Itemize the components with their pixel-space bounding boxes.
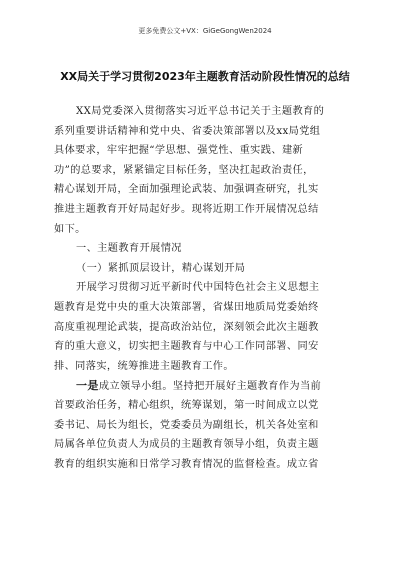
- paragraph-line: 功”的总要求，紧紧锚定目标任务，坚决扛起政治责任，: [54, 164, 314, 176]
- paragraph-line: XX局党委深入贯彻落实习近平总书记关于主题教育的: [76, 106, 325, 117]
- paragraph-line: 首要政治任务，精心组织，统筹谋划，第一时间成立以党: [54, 399, 319, 411]
- header-note: 更多免费公文+VX：GiGeGongWen2024: [138, 27, 272, 35]
- paragraph-line: 高度重视理论武装，提高政治站位，深刻领会此次主题教: [54, 321, 319, 333]
- paragraph-line: 排、同落实，统筹推进主题教育工作。: [54, 360, 234, 372]
- section-heading: 一、主题教育开展情况: [76, 243, 182, 255]
- paragraph-line: 推进主题教育开好局起好步。现将近期工作开展情况总结: [54, 203, 319, 215]
- paragraph-line: 系列重要讲话精神和党中央、省委决策部署以及xx局党组: [54, 125, 321, 137]
- paragraph-line: 开展学习贯彻习近平新时代中国特色社会主义思想主: [76, 282, 320, 294]
- paragraph-line: 育的重大意义，切实把主题教育与中心工作同部署、同安: [54, 341, 319, 353]
- subsection-heading: （一）紧抓顶层设计，精心谋划开局: [76, 262, 246, 274]
- paragraph-line: 局属各单位负责人为成员的主题教育领导小组，负责主题: [54, 439, 319, 451]
- lead-word: 一是: [76, 379, 99, 393]
- paragraph-line: 精心谋划开局，全面加强理论武装、加强调查研究，扎实: [54, 184, 319, 196]
- document-body: [54, 102, 354, 474]
- document-title: XX局关于学习贯彻2023年主题教育活动阶段性情况的总结: [60, 70, 350, 83]
- paragraph-line: 具体要求，牢牢把握“学思想、强党性、重实践、建新: [54, 145, 304, 157]
- paragraph-line: 委书记、局长为组长，党委委员为副组长，机关各处室和: [54, 419, 319, 431]
- paragraph-line: 如下。: [54, 223, 86, 235]
- paragraph-line-text: 成立领导小组。坚持把开展好主题教育作为当前: [98, 381, 322, 393]
- paragraph-line: 题教育是党中央的重大决策部署，省煤田地质局党委始终: [54, 301, 319, 313]
- paragraph-line: 教育的组织实施和日常学习教育情况的监督检查。成立省: [54, 458, 319, 470]
- paragraph-line-lead: [54, 376, 354, 396]
